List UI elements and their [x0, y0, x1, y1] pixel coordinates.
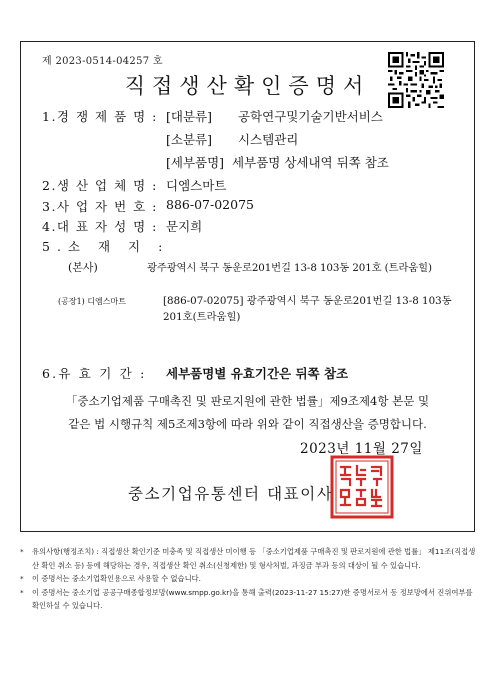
note-text: 이 증명서는 중소기업 공공구매종합정보망(www.smpp.go.kr)을 통해 출력(2023-11-27 15:27)한 증명서로서 동 정보망에서 진위여부를 확인하실 수 있습니다.: [32, 587, 473, 610]
validity-value: 세부품명별 유효기간은 뒤쪽 참조: [166, 366, 349, 381]
note-mark: *: [20, 574, 24, 583]
hq-address: 광주광역시 북구 동운로201번길 13-8 103동 201호 (트라움힐): [147, 262, 432, 274]
statement-text: [40, 390, 455, 436]
location-label: 5.소 재 지 :: [42, 239, 170, 254]
major-category-value: 공학연구및기술기반서비스: [237, 109, 383, 124]
detail-category-tag: [세부품명]: [166, 155, 225, 170]
factory-address: [886-07-02075] 광주광역시 북구 동운로201번길 13-8 103동 201호(트라움힐): [163, 295, 452, 323]
product-minor: [166, 130, 298, 148]
product-detail: [166, 153, 389, 171]
validity-label: 6.유 효 기 간 :: [42, 366, 147, 381]
note-text: 유의사항(행정조치) : 직접생산 확인기준 미충족 및 직접생산 미이행 등 「중소기업제품 구매촉진 및 판로지원에 관한 법률」 제11조(직접생산 확인 취소 등) 등에 해당하는 경우, 직접생산 확인 취소(신청제한) 및 형사처벌, 과징금 부과 등의 대상이 될 수 있습니다.: [32, 547, 476, 570]
major-category-tag: [대분류]: [166, 109, 212, 124]
official-seal-icon: [330, 455, 394, 519]
ceo-label: 4.대 표 자 성 명 :: [42, 219, 158, 234]
company-value: 디엠스마트: [166, 178, 227, 193]
note-item: [20, 545, 480, 572]
factory-label: (공장1) 디엠스마트: [58, 297, 126, 306]
issue-date: 2023년 11월 27일: [300, 441, 423, 457]
detail-category-value: 세부품명 상세내역 뒤쪽 참조: [232, 155, 389, 170]
minor-category-value: 시스템관리: [237, 132, 299, 147]
biz-no-value: 886-07-02075: [166, 197, 254, 212]
document-number: 제 2023-0514-04257 호: [42, 56, 163, 67]
note-text: 이 증명서는 중소기업확인용으로 사용할 수 없습니다.: [32, 574, 201, 583]
certificate-title: 직접생산확인증명서: [124, 74, 371, 98]
product-label: 1.경 쟁 제 품 명 :: [42, 109, 158, 124]
ceo-value: 문지희: [166, 219, 203, 234]
hq-label: (본사): [68, 261, 98, 274]
statement-line-2: 같은 법 시행규칙 제5조제3항에 따라 위와 같이 직접생산을 증명합니다.: [68, 417, 427, 431]
note-item: [20, 586, 480, 613]
note-mark: *: [20, 547, 24, 556]
biz-no-label: 3.사 업 자 번 호 :: [42, 199, 158, 214]
note-item: [20, 572, 480, 586]
note-mark: *: [20, 587, 24, 597]
minor-category-tag: [소분류]: [166, 132, 212, 147]
notes-section: [20, 545, 480, 613]
product-major: [166, 107, 383, 125]
issuer-name: 중소기업유통센터 대표이사: [128, 485, 334, 503]
company-label: 2.생 산 업 체 명 :: [42, 178, 158, 193]
statement-line-1: 「중소기업제품 구매촉진 및 판로지원에 관한 법률」제9조제4항 본문 및: [65, 394, 430, 408]
